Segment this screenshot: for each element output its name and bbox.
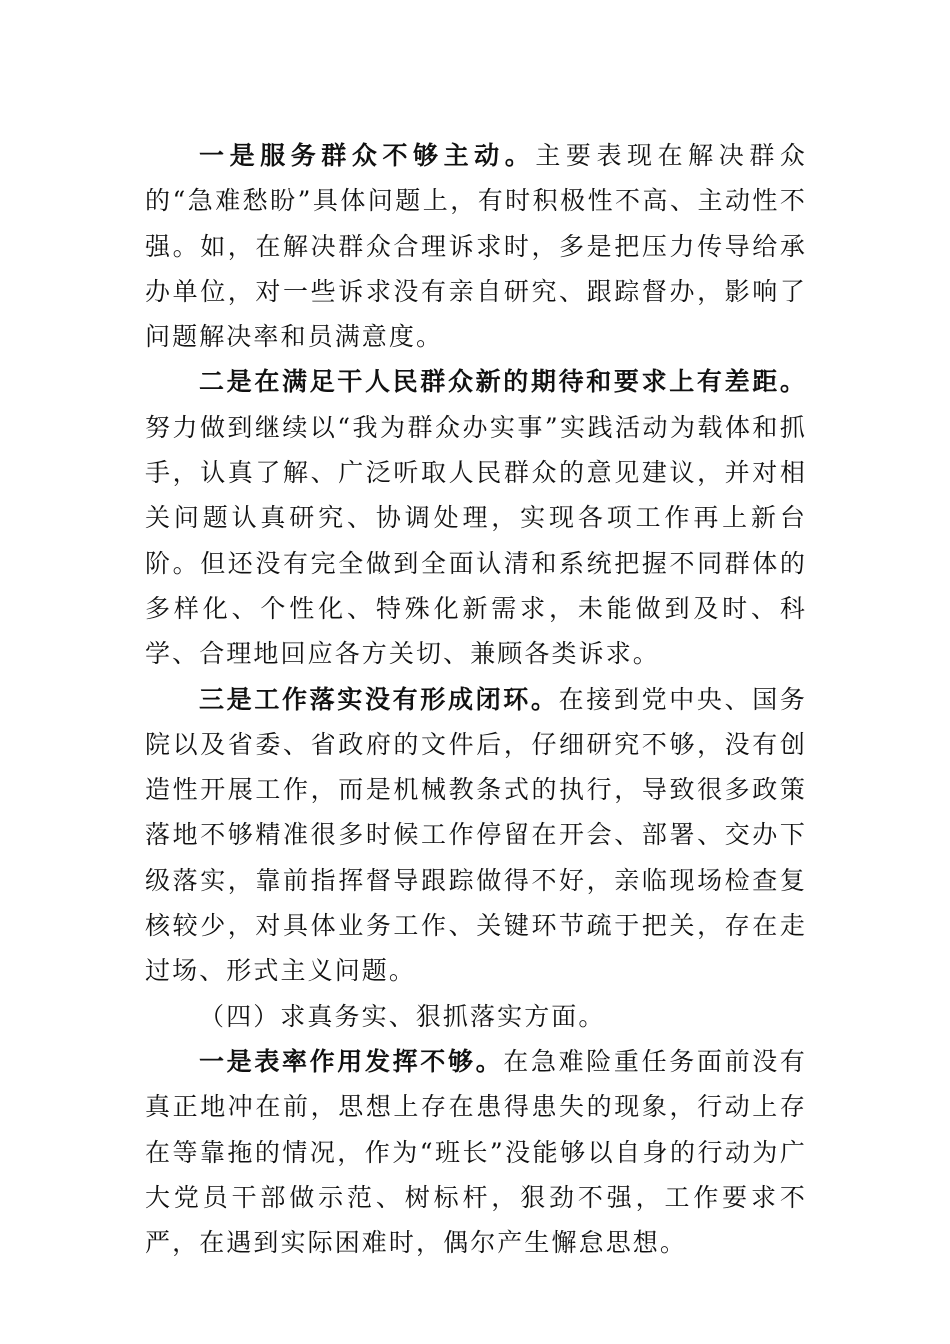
document-body	[145, 133, 807, 1265]
paragraph-text: 努力做到继续以“我为群众办实事”实践活动为载体和抓手，认真了解、广泛听取人民群众的意见建议，并对相关问题认真研究、协调处理，实现各项工作再上新台阶。但还没有完全做到全面认清和系统把握不同群体的多样化、个性化、特殊化新需求，未能做到及时、科学、合理地回应各方关切、兼顾各类诉求。	[145, 412, 807, 669]
paragraph-text: 在接到党中央、国务院以及省委、省政府的文件后，仔细研究不够，没有创造性开展工作，而是机械教条式的执行，导致很多政策落地不够精准很多时候工作停留在开会、部署、交办下级落实，靠前指挥督导跟踪做得不好，亲临现场检查复核较少，对具体业务工作、关键环节疏于把关，存在走过场、形式主义问题。	[145, 684, 807, 986]
paragraph-text: 在急难险重任务面前没有真正地冲在前，思想上存在患得患失的现象，行动上存在等靠拖的情况，作为“班长”没能够以自身的行动为广大党员干部做示范、树标杆，狠劲不强，工作要求不严，在遇到实际困难时，偶尔产生懈怠思想。	[145, 1046, 807, 1258]
paragraph-heading: 二是在满足干人民群众新的期待和要求上有差距。	[199, 367, 807, 397]
section-heading: （四）求真务实、狠抓落实方面。	[199, 1001, 606, 1031]
paragraph-meeting-expectations	[145, 359, 807, 676]
paragraph-heading: 一是表率作用发挥不够。	[199, 1046, 504, 1076]
paragraph-heading: 一是服务群众不够主动。	[199, 141, 536, 170]
paragraph-leading-by-example	[145, 1039, 807, 1265]
paragraph-closed-loop	[145, 677, 807, 994]
paragraph-heading: 三是工作落实没有形成闭环。	[199, 684, 559, 714]
paragraph-service-initiative	[145, 133, 807, 359]
paragraph-text: 主要表现在解决群众的“急难愁盼”具体问题上，有时积极性不高、主动性不强。如，在解决群众合理诉求时，多是把压力传导给承办单位，对一些诉求没有亲自研究、跟踪督办，影响了问题解决率和员满意度。	[145, 141, 807, 352]
